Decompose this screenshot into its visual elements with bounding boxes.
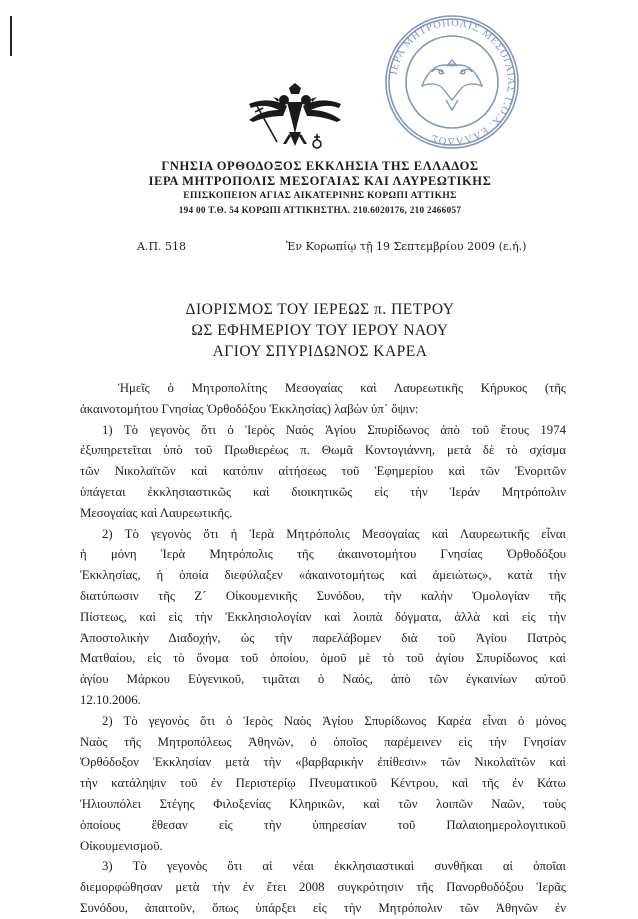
body-line: ἐξυπηρετεῖται ὑπὸ τοῦ Πρωθιερέως π. Θωμᾶ Κοντογιάννη, μετὰ δὲ τὸ σχίσμα: [80, 443, 566, 458]
binder-mark: [10, 16, 12, 56]
body-line: Συνόδου, ἀπαιτοῦν, ὅπως ὑπάρξει εἰς τὴν Μητρόπολιν τῶν Ἀθηνῶν ἐν: [80, 900, 566, 915]
body-line: διεμορφώθησαν μετὰ τὴν ἐν ἔτει 2008 συγκρότησιν τῆς Πανορθοδόξου Ἱερᾶς: [80, 880, 566, 895]
body-line: Ματθαίου, εἰς τὸ ὄνομα τοῦ ὁποίου, ὁμοῦ μὲ τὸ τοῦ ἁγίου Σπυρίδωνος καὶ: [80, 651, 566, 666]
body-line: τὴν κατάληψιν τοῦ ἐν Περιστερίῳ Πνευματικοῦ Κέντρου, καὶ τῆς ἐν Κάτω: [80, 776, 566, 791]
body-line: 1) Τὸ γεγονὸς ὅτι ὁ Ἱερὸς Ναὸς Ἁγίου Σπυρίδωνος ἀπὸ τοῦ ἔτους 1974: [102, 422, 566, 437]
body-line: Ὀρθόδοξον Ἐκκλησίαν μετὰ τὴν «βαρβαρικὴν ἐπίθεσιν» τῶν Νικολαϊτῶν καὶ: [80, 755, 566, 770]
document-title: [120, 299, 520, 362]
title-line: ΩΣ ΕΦΗΜΕΡΙΟΥ ΤΟΥ ΙΕΡΟΥ ΝΑΟΥ: [191, 322, 449, 339]
letterhead: [90, 159, 550, 217]
protocol-number: Α.Π. 518: [137, 240, 187, 253]
body-line: ἁγίου Μάρκου Εὐγενικοῦ, τιμᾶται ὁ Ναός, ἀπὸ τῶν ἐγκαινίων αὐτοῦ: [80, 672, 566, 687]
body-line: Ἐκκλησίας, ἡ ὁποία διεφύλαξεν «ἀκαινοτομήτως καὶ ἀμειώτως», κατὰ τὴν: [80, 568, 566, 583]
body-line: Πίστεως, καὶ εἰς τὴν Ἐκκλησιολογίαν καὶ λοιπὰ δόγματα, ἀλλὰ καὶ εἰς τὴν: [80, 609, 566, 624]
body-line: 2) Τὸ γεγονὸς ὅτι ὁ Ἱερὸς Ναὸς Ἁγίου Σπυρίδωνος Καρέα εἶναι ὁ μόνος: [102, 713, 566, 728]
body-line: Ἡλιουπόλει Στέγης Φιλοξενίας Κληρικῶν, καὶ τῶν λοιπῶν Ναῶν, τοὺς: [80, 796, 566, 811]
bishopric-address: ΕΠΙΣΚΟΠΕΙΟΝ ΑΓΙΑΣ ΑΙΚΑΤΕΡΙΝΗΣ ΚΟΡΩΠΙ ΑΤΤΙΚΗΣ: [183, 191, 457, 201]
body-line: ἡ μόνη Ἱερὰ Μητρόπολις τῆς ἀκαινοτομήτου Γνησίας Ὀρθοδόξου: [80, 547, 566, 562]
body-line: Οἰκουμενισμοῦ.: [80, 838, 163, 853]
title-line: ΔΙΟΡΙΣΜΟΣ ΤΟΥ ΙΕΡΕΩΣ π. ΠΕΤΡΟΥ: [185, 301, 455, 318]
contact-line: 194 00 Τ.Θ. 54 ΚΟΡΩΠΙ ΑΤΤΙΚΗΣΤΗΛ. 210.6020176, 210 2466057: [178, 205, 462, 215]
body-line: Μεσογαίας καὶ Λαυρεωτικῆς.: [80, 505, 233, 520]
body-line: 3) Τὸ γεγονὸς ὅτι αἱ νέαι ἐκκλησιαστικαὶ συνθῆκαι αἱ ὁποῖαι: [102, 859, 566, 874]
document-date: Ἐν Κορωπίῳ τῇ 19 Σεπτεμβρίου 2009 (ε.ή.): [286, 240, 527, 253]
church-seal-stamp: [382, 12, 522, 152]
body-line: Ναὸς τῆς Μητροπόλεως Ἀθηνῶν, ὁ ὁποῖος παρέμεινεν εἰς τὴν Γνησίαν: [80, 734, 566, 749]
metropolis-name: ΙΕΡΑ ΜΗΤΡΟΠΟΛΙΣ ΜΕΣΟΓΑΙΑΣ ΚΑΙ ΛΑΥΡΕΩΤΙΚΗΣ: [148, 174, 492, 188]
body-line: τῶν Νικολαϊτῶν καὶ κατόπιν αἰτήσεως τοῦ Ἐφημερίου καὶ τῶν Ἐνοριτῶν: [80, 464, 566, 479]
body-line: διατύπωσιν τῆς Ζ´ Οἰκουμενικῆς Συνόδου, τὴν καλὴν Ὁμολογίαν τῆς: [80, 588, 566, 603]
title-line: ΑΓΙΟΥ ΣΠΥΡΙΔΩΝΟΣ ΚΑΡΕΑ: [212, 343, 428, 360]
church-name: ΓΝΗΣΙΑ ΟΡΘΟΔΟΞΟΣ ΕΚΚΛΗΣΙΑ ΤΗΣ ΕΛΛΑΔΟΣ: [161, 159, 479, 173]
body-line: ὁποίους ἔθεσαν εἰς τὴν ὑπηρεσίαν τοῦ Παλαιοημερολογιτικοῦ: [80, 817, 566, 832]
body-line: Ἡμεῖς ὁ Μητροπολίτης Μεσογαίας καὶ Λαυρεωτικῆς Κήρυκος (τῆς: [118, 381, 566, 395]
double-headed-eagle-icon: [237, 82, 353, 156]
svg-text:ΙΕΡΑ ΜΗΤΡΟΠΟΛΙΣ ΜΕΣΟΓΑΙΑΣ Γ.Ο.: ΙΕΡΑ ΜΗΤΡΟΠΟΛΙΣ ΜΕΣΟΓΑΙΑΣ Γ.Ο.Χ. ΕΛΛΑΔΟΣ: [388, 17, 517, 147]
body-line: ὑπάγεται ἐκκλησιαστικῶς καὶ διοικητικῶς εἰς τὴν Ἱεράν Μητρόπολιν: [80, 484, 566, 499]
body-line: 2) Τὸ γεγονὸς ὅτι ἡ Ἱερὰ Μητρόπολις Μεσογαίας καὶ Λαυρεωτικῆς εἶναι: [102, 526, 566, 541]
body-line: 12.10.2006.: [80, 692, 141, 707]
document-body: [80, 378, 566, 919]
body-line: ἀκαινοτομήτου Γνησίας Ὀρθοδόξου Ἐκκλησίας) λαβὼν ὑπ᾽ ὄψιν:: [80, 401, 419, 416]
body-line: Ἀποστολικὴν Διαδοχήν, ὡς τὴν παρελάβομεν διὰ τοῦ Ἁγίου Πατρὸς: [80, 630, 566, 645]
